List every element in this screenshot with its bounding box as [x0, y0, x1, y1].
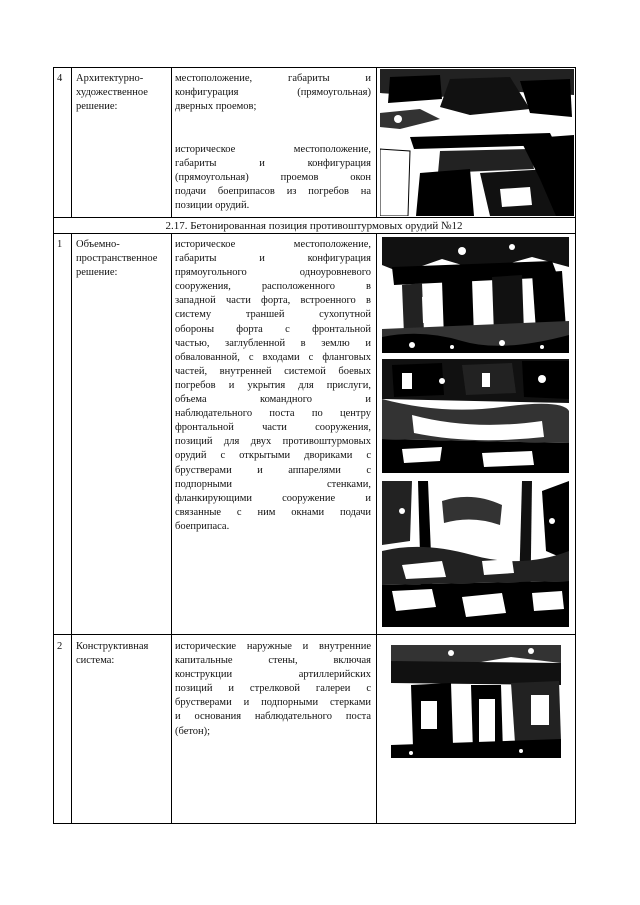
desc-line: наблюдательного поста по центру [175, 408, 371, 420]
desc-line: связанные с ним окнами подачи [175, 506, 371, 518]
table-border-bottom [53, 823, 576, 824]
desc-line: подачи боеприпасов из погребов на [175, 186, 371, 198]
desc-line: конструкции артиллерийских [175, 669, 371, 681]
row-divider-section-top [53, 217, 576, 218]
desc-line: (бетон); [175, 725, 211, 737]
row-name-line: система: [76, 655, 115, 667]
row-name [76, 72, 170, 114]
desc-line: частей, внутренней системой боевых [175, 365, 371, 377]
col-divider-3b [376, 233, 377, 824]
desc-line: дверных проемов; [175, 101, 257, 113]
row-name-line: Архитектурно- [76, 73, 144, 84]
row-name [76, 238, 170, 280]
desc-line: и основания наблюдательного поста [175, 711, 371, 723]
col-divider-2 [171, 67, 172, 217]
desc-line: габариты и конфигурация [175, 253, 371, 265]
row-divider-section-bottom [53, 233, 576, 234]
row-description [175, 238, 371, 534]
desc-line: брустверами и аппарелями с [175, 464, 371, 476]
table-border-top [53, 67, 576, 68]
row-description [175, 640, 371, 739]
row-description-2 [175, 143, 371, 213]
desc-line: частью, заглубленной в землю и [175, 337, 371, 349]
desc-line: историческое местоположение, [175, 144, 371, 155]
row-number: 4 [57, 73, 63, 84]
desc-line: западной части форта, встроенного в [175, 295, 371, 307]
desc-line: фронтальной части сооружения, [175, 422, 371, 434]
table-border-right [575, 67, 576, 824]
desc-line: систему траншей сухопутной [175, 309, 371, 321]
desc-line: подпорными стенками, [175, 478, 371, 490]
row-name [76, 640, 170, 668]
row-name-line: пространственное [76, 253, 158, 265]
row-name-line: художественное [76, 87, 148, 99]
desc-line: сооружения, расположенного в [175, 281, 371, 293]
row-name-line: решение: [76, 101, 118, 113]
desc-line: прямоугольного одноуровневого [175, 267, 371, 279]
row-number: 2 [57, 641, 63, 652]
row-number: 1 [57, 239, 63, 250]
desc-line: исторические наружные и внутренние [175, 641, 371, 652]
row-description [175, 72, 371, 114]
row-name-line: Конструктивная [76, 641, 149, 652]
desc-line: фланкирующими сооружение и [175, 492, 371, 504]
row-name-line: решение: [76, 267, 118, 279]
desc-line: брустверами и подпорными стерками [175, 697, 371, 709]
desc-line: капитальные стены, включая [175, 655, 371, 667]
row-divider-r2 [53, 634, 576, 635]
desc-line: объема командного и [175, 394, 371, 406]
table-border-left [53, 67, 54, 824]
desc-line: позиции орудий. [175, 200, 250, 212]
desc-line: габариты и конфигурация [175, 158, 371, 170]
photo-structure-walls [391, 645, 561, 758]
col-divider-3 [376, 67, 377, 217]
photo-position-courtyard [382, 359, 569, 473]
row-name-line: Объемно- [76, 239, 120, 250]
photo-position-trees [382, 481, 569, 627]
desc-line: орудий с открытыми двориками с [175, 450, 371, 462]
desc-line: погребов и укрытия для прислуги, [175, 379, 371, 391]
desc-line: обвалованной, с входами с фланговых [175, 351, 371, 363]
desc-line: местоположение, габариты и [175, 73, 371, 84]
col-divider-1 [71, 67, 72, 217]
photo-position-front [382, 237, 569, 353]
col-divider-1b [71, 233, 72, 824]
desc-line: (прямоугольная) проемов окон [175, 172, 371, 184]
desc-line: позиций и стрелковой галереи с [175, 683, 371, 695]
desc-line: боеприпаса. [175, 520, 230, 532]
desc-line: конфигурация (прямоугольная) [175, 87, 371, 99]
desc-line: историческое местоположение, [175, 239, 371, 250]
desc-line: обороны форта с фронтальной [175, 323, 371, 335]
section-title: 2.17. Бетонированная позиция противоштурмовых орудий №12 [165, 220, 463, 232]
photo-window-openings [380, 69, 574, 216]
col-divider-2b [171, 233, 172, 824]
desc-line: позиций для двух противоштурмовых [175, 436, 371, 448]
